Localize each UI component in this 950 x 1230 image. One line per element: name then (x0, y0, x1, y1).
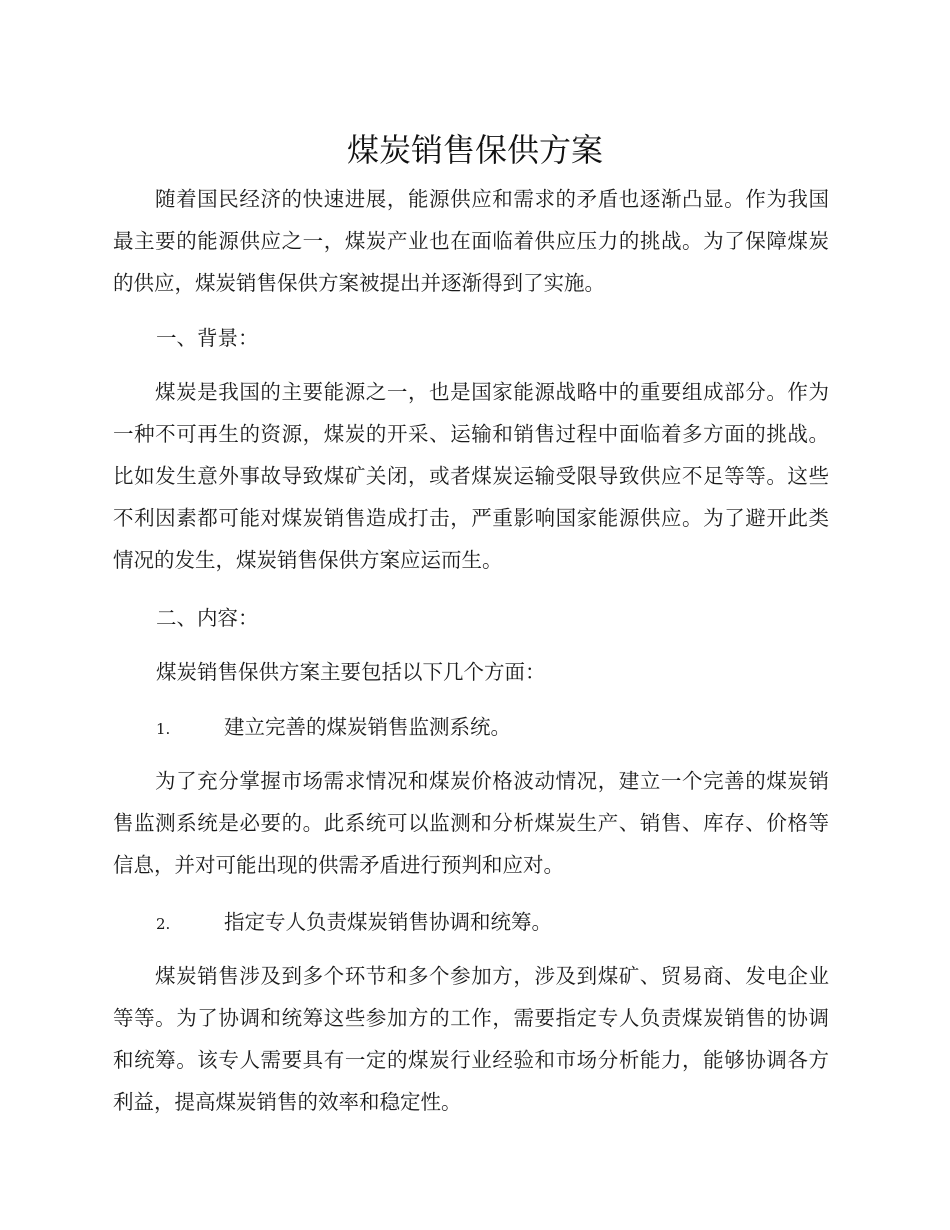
list-item-2-title: 指定专人负责煤炭销售协调和统筹。 (224, 910, 552, 934)
content-lead-paragraph: 煤炭销售保供方案主要包括以下几个方面： (156, 660, 546, 684)
list-item-1-paragraph: 为了充分掌握市场需求情况和煤炭价格波动情况，建立一个完善的煤炭销售监测系统是必要的。此系统可以监测和分析煤炭生产、销售、库存、价格等信息，并对可能出现的供需矛盾进行预判和应对。 (113, 769, 829, 877)
list-item-1-number: 1. (156, 720, 171, 738)
intro-paragraph: 随着国民经济的快速进展，能源供应和需求的矛盾也逐渐凸显。作为我国最主要的能源供应之一，煤炭产业也在面临着供应压力的挑战。为了保障煤炭的供应，煤炭销售保供方案被提出并逐渐得到了实施。 (113, 187, 829, 295)
list-item-2-number: 2. (156, 915, 171, 933)
list-item-1 (156, 706, 511, 750)
list-item-2 (156, 901, 552, 945)
list-item-2-paragraph: 煤炭销售涉及到多个环节和多个参加方，涉及到煤矿、贸易商、发电企业等等。为了协调和统筹这些参加方的工作，需要指定专人负责煤炭销售的协调和统筹。该专人需要具有一定的煤炭行业经验和市场分析能力，能够协调各方利益，提高煤炭销售的效率和稳定性。 (113, 964, 829, 1114)
list-item-1-title: 建立完善的煤炭销售监测系统。 (224, 715, 511, 739)
background-paragraph: 煤炭是我国的主要能源之一，也是国家能源战略中的重要组成部分。作为一种不可再生的资源，煤炭的开采、运输和销售过程中面临着多方面的挑战。比如发生意外事故导致煤矿关闭，或者煤炭运输受限导致供应不足等等。这些不利因素都可能对煤炭销售造成打击，严重影响国家能源供应。为了避开此类情况的发生，煤炭销售保供方案应运而生。 (113, 380, 829, 572)
document-title: 煤炭销售保供方案 (346, 131, 603, 169)
section-heading-content: 二、内容： (156, 606, 259, 630)
section-heading-background: 一、背景： (156, 326, 259, 350)
